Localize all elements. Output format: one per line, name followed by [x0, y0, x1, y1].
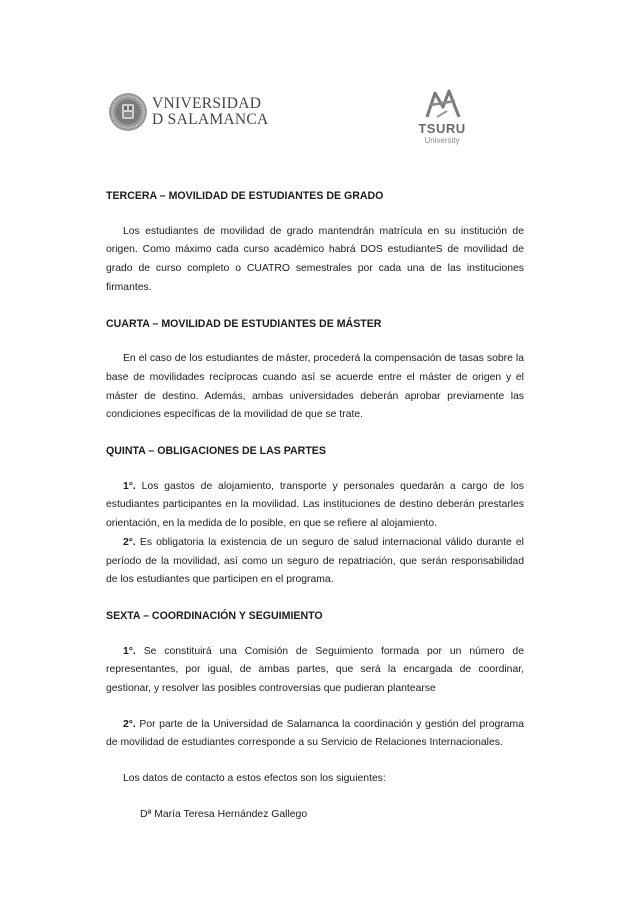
document-body — [106, 187, 524, 825]
usal-logo — [108, 92, 269, 132]
tsuru-name: TSURU — [418, 121, 466, 136]
contact-intro: Los datos de contacto a estos efectos son los siguientes: — [123, 773, 386, 785]
paragraph-sexta-1 — [106, 643, 524, 699]
paragraph-text: Se constituirá una Comisión de Seguimiento formada por un número de representantes, por igual, de ambas partes, que será la encargada de coordinar, gestionar, y resolver las posibles controversias que pudieran plantearse — [106, 645, 524, 695]
section-heading-quinta: QUINTA – OBLIGACIONES DE LAS PARTES — [106, 445, 326, 458]
clause-number: 1°. — [123, 480, 136, 492]
paragraph-text: Por parte de la Universidad de Salamanca la coordinación y gestión del programa de movilidad de estudiantes corresponde a su Servicio de Relaciones Internacionales. — [106, 718, 524, 749]
paragraph-tercera: Los estudiantes de movilidad de grado mantendrán matrícula en su institución de origen. Como máximo cada curso académico habrá DOS estudianteS de movilidad de grado de curso completo o CUATRO semestrales por cada una de las instituciones firmantes. — [106, 225, 524, 293]
paragraph-text: Es obligatoria la existencia de un seguro de salud internacional válido durante el período de la movilidad, así como un seguro de repatriación, que serán responsabilidad de los estudiantes que participen en el programa. — [106, 536, 524, 586]
contact-name: Dª María Teresa Hernández Gallego — [140, 808, 308, 820]
clause-number: 2°. — [123, 536, 136, 548]
paragraph-quinta-2 — [106, 534, 524, 590]
section-heading-cuarta: CUARTA – MOVILIDAD DE ESTUDIANTES DE MÁSTER — [106, 317, 382, 330]
paragraph-sexta-2 — [106, 716, 524, 753]
clause-number: 2°. — [123, 718, 136, 730]
usal-name-line2: D SALAMANCA — [152, 111, 269, 128]
tsuru-subtitle: University — [424, 136, 460, 145]
usal-name-line1: VNIVERSIDAD — [152, 95, 262, 112]
tsuru-crane-icon — [421, 87, 463, 121]
tsuru-logo — [412, 87, 472, 145]
usal-seal-icon — [108, 92, 148, 132]
paragraph-cuarta: En el caso de los estudiantes de máster, procederá la compensación de tasas sobre la base de movilidades recíprocas cuando así se acuerde entre el máster de origen y el máster de destino. Además, ambas universidades deberán aprobar previamente las condiciones específicas de la movilidad de que se trate. — [106, 353, 524, 421]
paragraph-quinta-1 — [106, 478, 524, 534]
section-heading-tercera: TERCERA – MOVILIDAD DE ESTUDIANTES DE GRADO — [106, 190, 384, 202]
clause-number: 1°. — [123, 645, 136, 657]
paragraph-text: Los gastos de alojamiento, transporte y personales quedarán a cargo de los estudiantes participantes en la movilidad. Las instituciones de destino deberán prestarles orientación, en la medida de lo posible, en que se refiere al alojamiento. — [106, 480, 524, 530]
section-heading-sexta: SEXTA – COORDINACIÓN Y SEGUIMIENTO — [106, 609, 323, 622]
